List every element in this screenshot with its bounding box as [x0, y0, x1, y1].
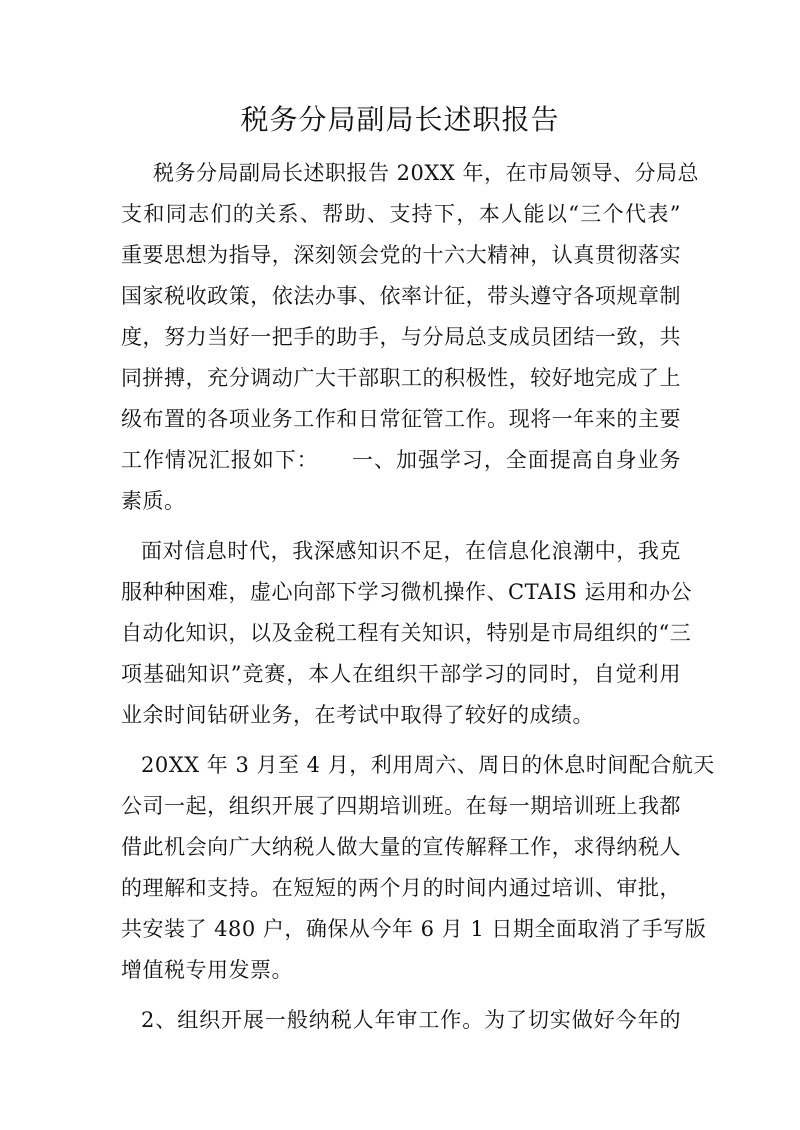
document-body: [121, 153, 715, 1041]
paragraph-line: 2、组织开展一般纳税人年审工作。为了切实做好今年的: [141, 1008, 681, 1032]
paragraph-line: 业余时间钻研业务，在考试中取得了较好的成绩。: [121, 703, 594, 727]
paragraph-line: 的理解和支持。在短短的两个月的时间内通过培训、审批，: [121, 876, 681, 900]
paragraph-line: 国家税收政策，依法办事、依率计征，带头遵守各项规章制: [121, 284, 681, 308]
paragraph-line: 工作情况汇报如下： 一、加强学习，全面提高自身业务: [121, 448, 681, 472]
paragraph-gap: [121, 736, 681, 745]
paragraph-line: 增值税专用发票。: [121, 958, 293, 982]
paragraph-line: 素质。: [121, 489, 186, 513]
paragraph-line: 支和同志们的关系、帮助、支持下，本人能以“三个代表”: [121, 202, 681, 226]
paragraph-line: 借此机会向广大纳税人做大量的宣传解释工作，求得纳税人: [121, 835, 681, 859]
paragraph-line: 同拼搏，充分调动广大干部职工的积极性，较好地完成了上: [121, 366, 681, 390]
paragraph-line: 共安装了 480 户，确保从今年 6 月 1 日期全面取消了手写版: [121, 917, 707, 941]
paragraph-line: 重要思想为指导，深刻领会党的十六大精神，认真贯彻落实: [121, 243, 681, 267]
paragraph-line: 税务分局副局长述职报告 20XX 年，在市局领导、分局总: [153, 161, 699, 185]
paragraph-line: 项基础知识”竞赛，本人在组织干部学习的同时，自觉利用: [121, 662, 681, 686]
paragraph-gap: [121, 991, 681, 1000]
paragraph-line: 度，努力当好一把手的助手，与分局总支成员团结一致，共: [121, 325, 681, 349]
page-title: 税务分局副局长述职报告: [240, 103, 560, 136]
paragraph-line: 面对信息时代，我深感知识不足，在信息化浪潮中，我克: [141, 539, 681, 563]
paragraph-line: 级布置的各项业务工作和日常征管工作。现将一年来的主要: [121, 407, 681, 431]
paragraph-gap: [121, 522, 681, 531]
paragraph-line: 公司一起，组织开展了四期培训班。在每一期培训班上我都: [121, 794, 681, 818]
paragraph-line: 20XX 年 3 月至 4 月，利用周六、周日的休息时间配合航天: [141, 753, 715, 777]
paragraph-line: 自动化知识，以及金税工程有关知识，特别是市局组织的“三: [121, 621, 692, 645]
paragraph-line: 服种种困难，虚心向部下学习微机操作、CTAIS 运用和办公: [121, 580, 692, 604]
